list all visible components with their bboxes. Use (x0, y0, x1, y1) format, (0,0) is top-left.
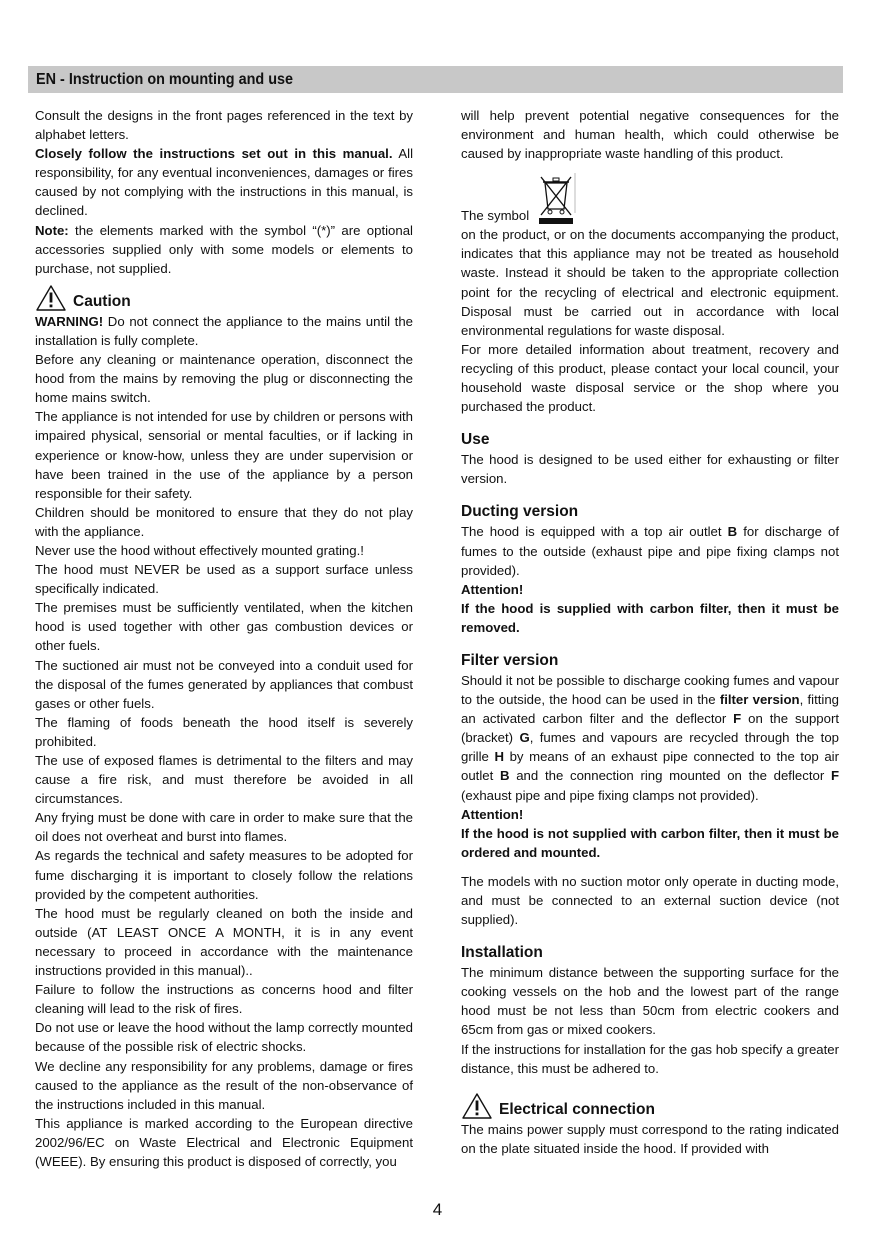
filter-bold: G (519, 730, 530, 746)
safety-paragraph: The hood must be regularly cleaned on both the inside and outside (AT LEAST ONCE A MONTH, it is in any event necessary to proceed in accordance with the maintenance instructions provided in this manual).. (35, 905, 413, 979)
filter-bold: F (830, 768, 839, 784)
safety-paragraph: The appliance is not intended for use by children or persons with impaired physical, sensorial or mental faculties, or if lacking in experience or know-how, unless they are under supervision or have been trained in the use of the appliance by a person responsible for their safety. (35, 409, 413, 501)
left-column (35, 106, 413, 1171)
ducting-heading: Ducting version (461, 503, 579, 521)
page-number: 4 (432, 1200, 443, 1219)
use-paragraph: The hood is designed to be used either for exhausting or filter version. (461, 452, 839, 487)
caution-heading: Caution (73, 292, 131, 310)
safety-paragraph: Any frying must be done with care in order to make sure that the oil does not overheat and burst into flames. (35, 810, 413, 845)
installation-paragraph: If the instructions for installation for the gas hob specify a greater distance, this must be adhered to. (461, 1041, 839, 1076)
weee-symbol-row (461, 173, 839, 225)
safety-paragraph: Failure to follow the instructions as concerns hood and filter cleaning will lead to the risk of fires. (35, 982, 413, 1017)
warning-text: Do not connect the appliance to the mains until the installation is fully complete. (35, 313, 413, 348)
filter-text: Should it not be possible to discharge cooking fumes and vapour to the outside, the hood can be used in the (461, 672, 839, 708)
safety-paragraph: As regards the technical and safety measures to be adopted for fume discharging it is important to closely follow the relations provided by the competent authorities. (35, 848, 413, 902)
warning-label: WARNING! (35, 313, 104, 329)
responsibility-bold: Closely follow the instructions set out in this manual. (35, 146, 393, 162)
installation-heading: Installation (461, 944, 543, 962)
note-text: the elements marked with the symbol “(*)” are optional accessories supplied only with some models or elements to purchase, not supplied. (35, 222, 413, 276)
safety-paragraph: The flaming of foods beneath the hood itself is severely prohibited. (35, 714, 413, 749)
filter-text: , fitting an activated carbon filter and the deflector (461, 692, 839, 727)
installation-paragraph: The minimum distance between the supporting surface for the cooking vessels on the hob and the lowest part of the range hood must be not less than 50cm from electric cookers and 65cm from gas or mixed cookers. (461, 965, 839, 1038)
safety-paragraph: Children should be monitored to ensure that they do not play with the appliance. (35, 504, 413, 539)
electrical-heading-row (461, 1092, 839, 1120)
safety-paragraph: We decline any responsibility for any problems, damage or fires caused to the appliance as the result of the non-observance of the instructions included in this manual. (35, 1058, 413, 1112)
electrical-heading: Electrical connection (499, 1100, 655, 1118)
safety-paragraph: Before any cleaning or maintenance operation, disconnect the hood from the mains by removing the plug or disconnecting the home mains switch. (35, 352, 413, 406)
crossed-bin-icon (535, 173, 577, 225)
use-heading: Use (461, 431, 490, 449)
weee-symbol-paragraph: on the product, or on the documents accompanying the product, indicates that this appliance may not be treated as household waste. Instead it should be taken to the appropriate collection point for the recycling of electrical and electronic equipment. Disposal must be carried out in accordance with local environmental regulations for waste disposal. (461, 227, 839, 338)
filter-text: , fumes and vapours are recycled through the top grille (461, 730, 839, 765)
filter-bold: B (499, 768, 510, 784)
filter-text: on the support (bracket) (461, 711, 840, 746)
ducting-attention-text: If the hood is supplied with carbon filter, then it must be removed. (461, 600, 839, 635)
section-title: EN - Instruction on mounting and use (36, 71, 294, 88)
filter-bold: H (494, 749, 504, 765)
ducting-text: The hood is equipped with a top air outlet (461, 524, 728, 540)
electrical-paragraph: The mains power supply must correspond to the rating indicated on the plate situated inside the hood. If provided with (461, 1121, 839, 1156)
warning-triangle-icon (461, 1092, 493, 1120)
warning-paragraph (35, 312, 413, 350)
no-motor-paragraph: The models with no suction motor only operate in ducting mode, and must be connected to an external suction device (not supplied). (461, 873, 839, 928)
ducting-bold: B (727, 524, 738, 540)
ducting-text: for discharge of fumes to the outside (exhaust pipe and pipe fixing clamps not provided). (461, 524, 839, 578)
caution-heading-row (35, 284, 413, 312)
weee-paragraph: This appliance is marked according to the European directive 2002/96/EC on Waste Electrical and Electronic Equipment (WEEE). By ensuring this product is disposed of correctly, you (35, 1115, 413, 1169)
note-label: Note: (35, 222, 69, 238)
filter-paragraph (461, 671, 839, 805)
filter-text: (exhaust pipe and pipe fixing clamps not provided). (461, 787, 759, 803)
safety-paragraph: The premises must be sufficiently ventilated, when the kitchen hood is used together with other gas combustion devices or other fuels. (35, 600, 413, 654)
responsibility-text: All responsibility, for any eventual inconveniences, damages or fires caused by not complying with the instructions in this manual, is declined. (35, 146, 413, 219)
ducting-paragraph (461, 522, 839, 579)
symbol-label: The symbol (461, 208, 530, 224)
filter-bold: F (733, 711, 742, 727)
safety-paragraph: The suctioned air must not be conveyed into a conduit used for the disposal of the fumes generated by appliances that combust gases or other fuels. (35, 657, 413, 711)
filter-attention-text: If the hood is not supplied with carbon filter, then it must be ordered and mounted. (461, 825, 839, 860)
right-column (461, 106, 839, 1158)
more-info-paragraph: For more detailed information about treatment, recovery and recycling of this product, please contact your local council, your household waste disposal service or the shop where you purchased the product. (461, 341, 839, 415)
filter-bold: filter version (719, 692, 800, 708)
intro-paragraph: Consult the designs in the front pages referenced in the text by alphabet letters. (35, 108, 413, 143)
attention-label: Attention! (461, 806, 524, 822)
warning-triangle-icon (35, 284, 67, 312)
filter-text: by means of an exhaust pipe connected to the top air outlet (461, 749, 840, 784)
responsibility-paragraph (35, 144, 413, 220)
safety-paragraph: The use of exposed flames is detrimental to the filters and may cause a fire risk, and must therefore be avoided in all circumstances. (35, 753, 413, 807)
safety-paragraph: The hood must NEVER be used as a support surface unless specifically indicated. (35, 562, 413, 597)
note-paragraph (35, 221, 413, 278)
section-header-bar (28, 66, 843, 93)
filter-heading: Filter version (461, 651, 559, 669)
safety-paragraph: Do not use or leave the hood without the lamp correctly mounted because of the possible risk of electric shocks. (35, 1020, 413, 1055)
weee-continued-paragraph: will help prevent potential negative consequences for the environment and human health, which could otherwise be caused by inappropriate waste handling of this product. (461, 108, 839, 162)
filter-text: and the connection ring mounted on the deflector (509, 768, 831, 784)
safety-paragraph: Never use the hood without effectively mounted grating.! (35, 542, 364, 558)
attention-label: Attention! (461, 581, 524, 597)
